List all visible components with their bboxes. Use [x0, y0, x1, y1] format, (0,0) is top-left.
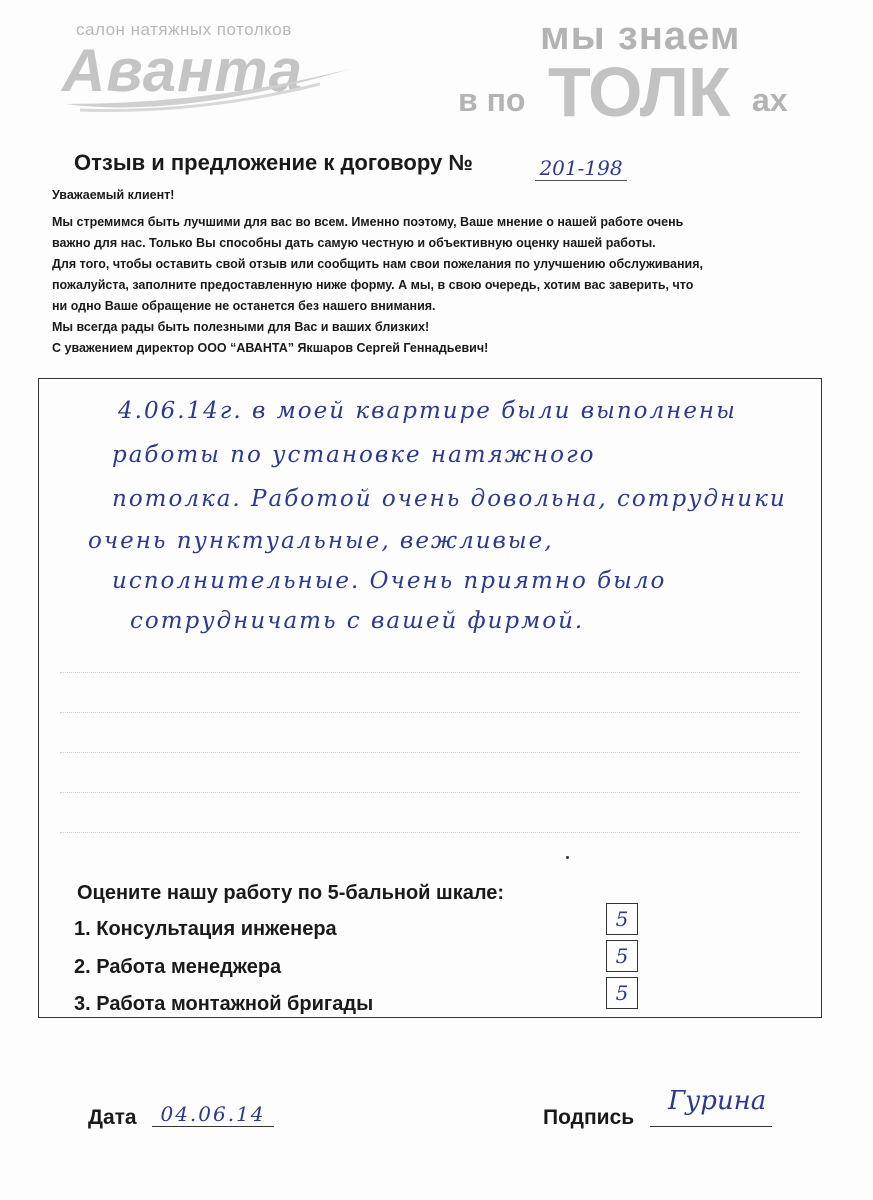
- ink-speck: [566, 856, 569, 859]
- review-line: очень пунктуальные, вежливые,: [88, 528, 554, 554]
- form-title: Отзыв и предложение к договору №: [74, 150, 473, 175]
- company-logo: Аванта: [62, 37, 304, 104]
- slogan-big: ТОЛК: [548, 53, 730, 131]
- rating-item-label: 3. Работа монтажной бригады: [74, 993, 374, 1015]
- ruled-line: [60, 712, 800, 713]
- score-box-manager[interactable]: 5: [606, 940, 638, 972]
- ruled-line: [60, 672, 800, 673]
- slogan-prefix: в по: [458, 82, 526, 118]
- intro-line: пожалуйста, заполните предоставленную ниже форму. А мы, в свою очередь, хотим вас заверить, что: [52, 278, 694, 292]
- review-line: исполнительные. Очень приятно было: [112, 568, 667, 594]
- signature-label: Подпись: [543, 1106, 635, 1129]
- review-line: потолка. Работой очень довольна, сотрудники: [112, 486, 787, 512]
- score-box-engineer[interactable]: 5: [606, 903, 638, 935]
- logo-swoosh-icon: [60, 64, 360, 114]
- date-label: Дата: [88, 1106, 137, 1129]
- intro-text: [52, 212, 822, 359]
- intro-line: ни одно Ваше обращение не останется без нашего внимания.: [52, 299, 436, 313]
- rating-title: Оцените нашу работу по 5-бальной шкале:: [77, 882, 505, 904]
- review-line: сотрудничать с вашей фирмой.: [130, 608, 585, 634]
- date-value[interactable]: 04.06.14: [152, 1102, 274, 1127]
- rating-item-label: 1. Консультация инженера: [74, 918, 337, 940]
- slogan-suffix: ах: [752, 82, 788, 118]
- ruled-line: [60, 752, 800, 753]
- ruled-line: [60, 792, 800, 793]
- rating-item-label: 2. Работа менеджера: [74, 956, 282, 978]
- intro-line: С уважением директор ООО “АВАНТА” Якшаров Сергей Геннадьевич!: [52, 341, 489, 355]
- intro-line: Мы всегда рады быть полезными для Вас и ваших близких!: [52, 320, 430, 334]
- intro-line: Для того, чтобы оставить свой отзыв или сообщить нам свои пожелания по улучшению обслуживания,: [52, 257, 703, 271]
- signature: Гурина: [668, 1086, 767, 1116]
- slogan-line-1: мы знаем: [540, 14, 741, 58]
- ruled-line: [60, 832, 800, 833]
- signature-line[interactable]: [650, 1126, 772, 1127]
- greeting: Уважаемый клиент!: [52, 188, 175, 202]
- review-line: работы по установке натяжного: [112, 442, 596, 468]
- intro-line: Мы стремимся быть лучшими для вас во всем. Именно поэтому, Ваше мнение о нашей работе очень: [52, 215, 684, 229]
- review-line: 4.06.14г. в моей квартире были выполнены: [118, 398, 737, 424]
- contract-number: 201-198: [535, 156, 627, 181]
- intro-line: важно для нас. Только Вы способны дать самую честную и объективную оценку нашей работы.: [52, 236, 656, 250]
- salon-subtitle: салон натяжных потолков: [76, 20, 292, 39]
- score-box-crew[interactable]: 5: [606, 977, 638, 1009]
